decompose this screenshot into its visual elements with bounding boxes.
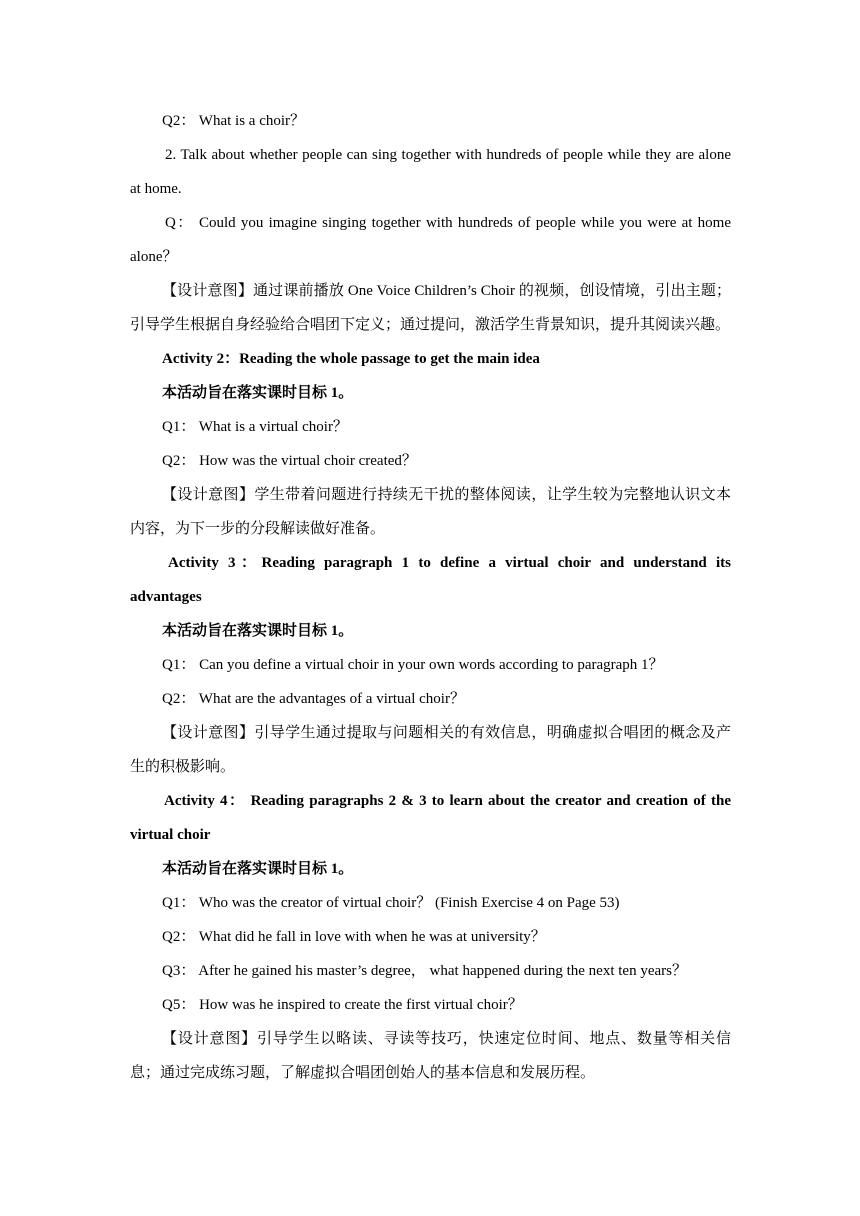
activity-2-aim: 本活动旨在落实课时目标 1。 — [162, 385, 354, 401]
activity-3-question-2: Q2： What are the advantages of a virtual choir？ — [162, 691, 465, 707]
activity-4-title: Activity 4： Reading paragraphs 2 & 3 to learn about the creator and creation of the virtual choir — [130, 793, 731, 843]
activity-4-question-1: Q1： Who was the creator of virtual choir？ (Finish Exercise 4 on Page 53) — [162, 895, 620, 911]
activity-3-aim: 本活动旨在落实课时目标 1。 — [162, 623, 354, 639]
activity-3-question-1: Q1： Can you define a virtual choir in your own words according to paragraph 1？ — [162, 657, 664, 673]
document-page — [130, 104, 731, 1090]
design-intent-4: 【设计意图】引导学生以略读、寻读等技巧，快速定位时间、地点、数量等相关信息；通过完成练习题，了解虚拟合唱团创始人的基本信息和发展历程。 — [130, 1031, 731, 1081]
design-intent-2: 【设计意图】学生带着问题进行持续无干扰的整体阅读，让学生较为完整地认识文本内容，为下一步的分段解读做好准备。 — [130, 487, 731, 537]
question-q2-choir: Q2： What is a choir？ — [162, 113, 306, 129]
talk-about-item: 2. Talk about whether people can sing together with hundreds of people while they are alone at home. — [130, 147, 731, 197]
activity-2-title: Activity 2：Reading the whole passage to get the main idea — [162, 351, 540, 367]
activity-4-aim: 本活动旨在落实课时目标 1。 — [162, 861, 354, 877]
activity-4-question-2: Q2： What did he fall in love with when he was at university？ — [162, 929, 546, 945]
activity-2-question-2: Q2： How was the virtual choir created？ — [162, 453, 417, 469]
design-intent-1: 【设计意图】通过课前播放 One Voice Children’s Choir 的视频，创设情境，引出主题；引导学生根据自身经验给合唱团下定义；通过提问，激活学生背景知识，提升其阅读兴趣。 — [130, 283, 731, 333]
activity-4-question-3: Q3： After he gained his master’s degree， what happened during the next ten years？ — [162, 963, 687, 979]
activity-4-question-5: Q5： How was he inspired to create the first virtual choir？ — [162, 997, 523, 1013]
activity-3-title: Activity 3：Reading paragraph 1 to define a virtual choir and understand its advantages — [130, 555, 731, 605]
activity-2-question-1: Q1： What is a virtual choir？ — [162, 419, 348, 435]
question-imagine: Q： Could you imagine singing together with hundreds of people while you were at home alone？ — [130, 215, 731, 265]
design-intent-3: 【设计意图】引导学生通过提取与问题相关的有效信息，明确虚拟合唱团的概念及产生的积极影响。 — [130, 725, 731, 775]
